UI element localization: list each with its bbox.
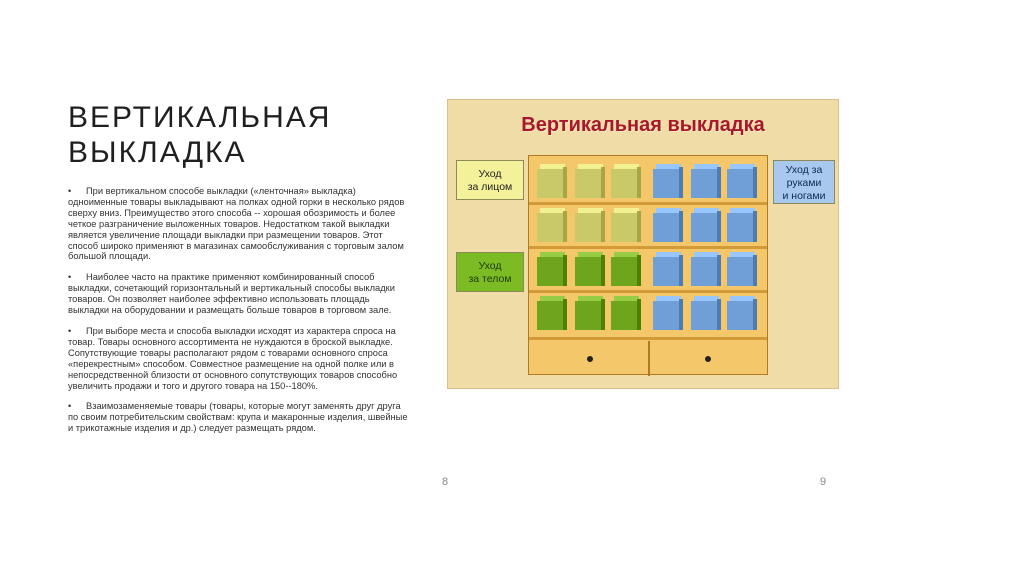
label-face-line-2: за лицом [467,181,513,193]
label-body-care [456,252,524,292]
drawer-divider [648,341,650,376]
product-box-body [575,252,605,286]
label-body-line-1: Уход [478,260,502,272]
paragraph-1 [68,186,413,262]
title-line-1: ВЕРТИКАЛЬНАЯ [68,101,332,134]
product-box-hands [653,252,683,286]
product-box-body [611,296,641,330]
shelf-board [529,290,767,293]
shelf-board [529,246,767,249]
bullet: • [68,325,72,336]
bullet: • [68,272,72,283]
label-face-line-1: Уход [478,168,502,180]
product-box-face [575,164,605,198]
label-hands-line-1: Уход за [785,164,823,176]
product-box-hands [691,252,721,286]
label-body-line-2: за телом [468,273,512,285]
body-text [68,186,413,444]
shelf-board [529,202,767,205]
product-box-body [537,252,567,286]
shelf-rack [528,155,768,375]
bullet: • [68,401,72,412]
product-box-hands [653,296,683,330]
product-box-hands [727,296,757,330]
product-box-hands [691,296,721,330]
drawer-knob-right [705,356,711,362]
product-box-hands [691,208,721,242]
product-box-face [537,164,567,198]
paragraph-text: При вертикальном способе выкладки («ленточная» выкладка) одноименные товары выкладывают на полках одной горки в несколько рядов сверху вниз. Преимущество этого способа -- хорошая обозримость и более четкое разграничение выложенных товаров. Недостатком такой выкладки является увеличение площади выкладки при размещении товаров. Этот способ широко применяют в магазинах самообслуживания с торговым залом большой площади. [68,186,405,262]
vertical-display-figure [447,99,839,389]
figure-title: Вертикальная выкладка [521,114,765,136]
product-box-hands [727,252,757,286]
product-box-face [537,208,567,242]
paragraph-3 [68,326,413,391]
label-hands-line-3: и ногами [782,190,826,202]
paragraph-text: При выборе места и способа выкладки исходят из характера спроса на товар. Товары основного ассортимента не нуждаются в броской выкладке. Сопутствующие товары располагают рядом с товарами основного спроса «перекрестным» способом. Совместное размещение на одной полке или в непосредственной близости от основного сопутствующих товаров способно увеличить продажи и того и другого товара на 150--180%. [68,325,398,391]
product-box-hands [653,208,683,242]
page-number-right: 9 [820,476,827,488]
product-box-body [575,296,605,330]
label-hands-feet-care [773,160,835,204]
shelf-board [529,337,767,340]
paragraph-4 [68,401,413,434]
paragraph-text: Наиболее часто на практике применяют комбинированный способ выкладки, сочетающий горизонтальный и вертикальный способы выкладки товаров. Он позволяет наиболее эффективно использовать площадь выкладки на оборудовании и размещать больше товаров в торговом зале. [68,272,395,316]
drawer-knob-left [587,356,593,362]
product-box-face [575,208,605,242]
page-number-left: 8 [442,476,449,488]
product-box-hands [727,208,757,242]
label-face-care [456,160,524,200]
product-box-face [611,164,641,198]
product-box-hands [727,164,757,198]
product-box-body [611,252,641,286]
product-box-hands [691,164,721,198]
paragraph-text: Взаимозаменяемые товары (товары, которые могут заменять друг друга по своим потребительским свойствам: крупа и макаронные изделия, швейные и трикотажные изделия и др.) следует размещать рядом. [68,401,408,434]
slide-title [68,100,388,170]
product-box-body [537,296,567,330]
bullet: • [68,186,72,196]
label-hands-line-2: руками [786,177,822,189]
paragraph-2 [68,272,413,316]
title-line-2: ВЫКЛАДКА [68,136,247,169]
product-box-face [611,208,641,242]
product-box-hands [653,164,683,198]
